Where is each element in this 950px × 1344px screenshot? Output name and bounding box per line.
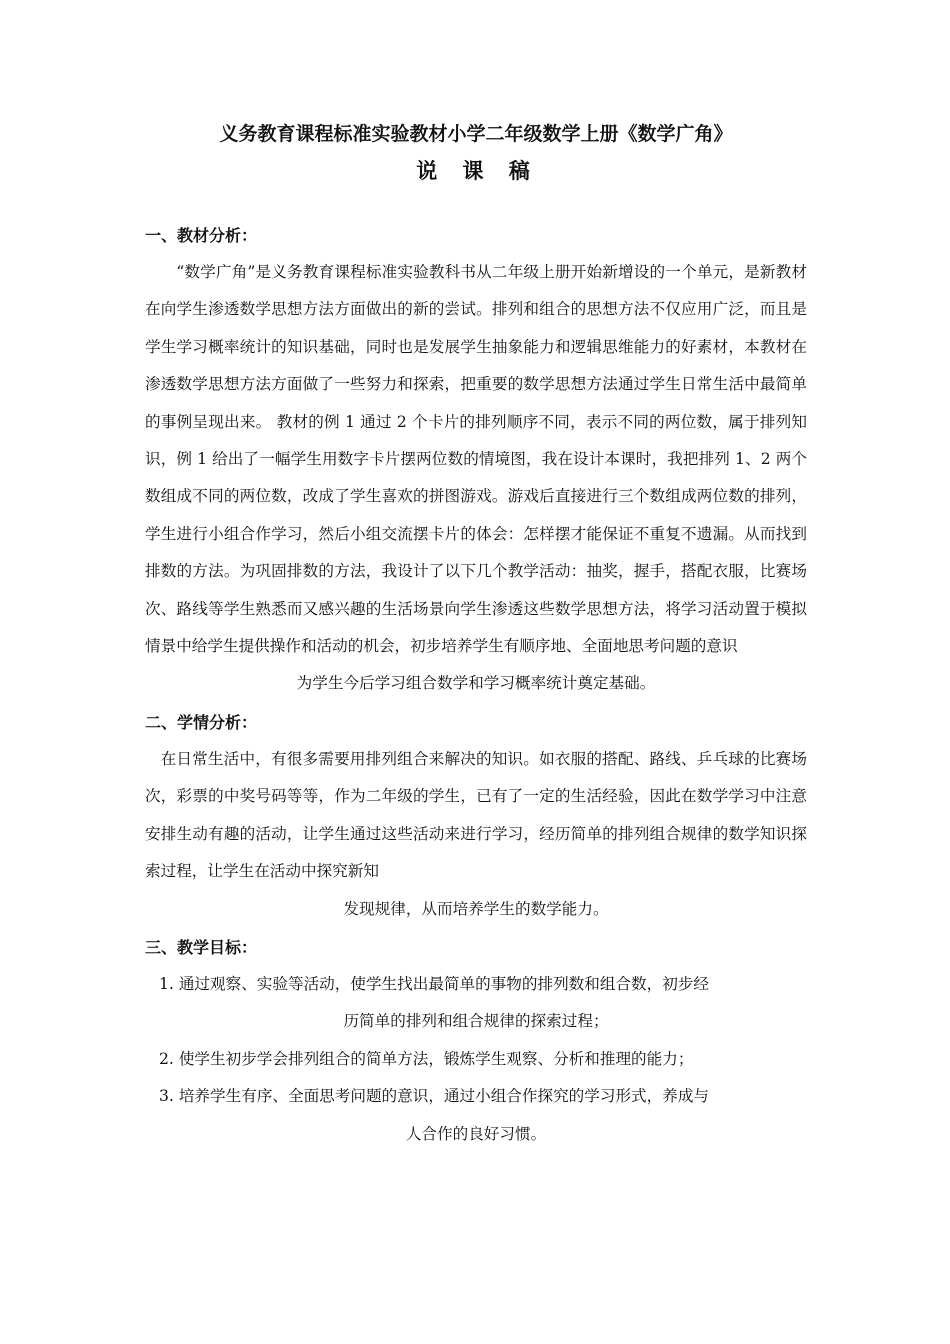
goal-item: 2. 使学生初步学会排列组合的简单方法，锻炼学生观察、分析和推理的能力； (159, 1049, 694, 1068)
section-heading: 三、教学目标： (145, 937, 258, 957)
section-paragraph: 在日常生活中，有很多需要用排列组合来解决的知识。如衣服的搭配、路线、乒乓球的比赛场次，彩票的中奖号码等等，作为二年级的学生，已有了一定的生活经验，因此在数学学习中注意安排生动有趣的活动，让学生通过这些活动来进行学习，经历简单的排列组合规律的数学知识探索过程，让学生在活动中探究新知 (145, 749, 807, 881)
section-student-analysis (145, 711, 807, 928)
document-title: 义务教育课程标准实验教材小学二年级数学上册《数学广角》 (219, 123, 733, 145)
section-paragraph-end: 为学生今后学习组合数学和学习概率统计奠定基础。 (296, 674, 656, 693)
goal-item-continuation: 历简单的排列和组合规律的探索过程； (343, 1012, 609, 1031)
goal-item: 3. 培养学生有序、全面思考问题的意识，通过小组合作探究的学习形式，养成与 (159, 1087, 710, 1106)
section-heading: 一、教材分析： (145, 226, 258, 245)
goal-item: 1. 通过观察、实验等活动，使学生找出最简单的事物的排列数和组合数，初步经 (159, 974, 710, 993)
section-heading: 二、学情分析： (145, 712, 258, 732)
section-textbook-analysis (145, 224, 807, 703)
section-teaching-goals (145, 936, 807, 1153)
document-page (145, 118, 807, 1153)
section-paragraph-end: 发现规律，从而培养学生的数学能力。 (343, 899, 609, 918)
goal-item-continuation: 人合作的良好习惯。 (405, 1124, 547, 1143)
document-subtitle: 说 课 稿 (416, 158, 536, 183)
section-paragraph: “数学广角”是义务教育课程标准实验教科书从二年级上册开始新增设的一个单元，是新教材在向学生渗透数学思想方法方面做出的新的尝试。排列和组合的思想方法不仅应用广泛，而且是学生学习概率统计的知识基础，同时也是发展学生抽象能力和逻辑思维能力的好素材，本教材在渗透数学思想方法方面做了一些努力和探索，把重要的数学思想方法通过学生日常生活中最简单的事例呈现出来。 教材的例 1 通过 2 个卡片的排列顺序不同，表示不同的两位数，属于排列知识，例 1 给出了一幅学生用数字卡片摆两位数的情境图，我在设计本课时，我把排列 1、2 两个数组成不同的两位数，改成了学生喜欢的拼图游戏。游戏后直接进行三个数组成两位数的排列，学生进行小组合作学习，然后小组交流摆卡片的体会：怎样摆才能保证不重复不遗漏。从而找到排数的方法。为巩固排数的方法，我设计了以下几个教学活动：抽奖，握手，搭配衣服，比赛场次、路线等学生熟悉而又感兴趣的生活场景向学生渗透这些数学思想方法，将学习活动置于模拟情景中给学生提供操作和活动的机会，初步培养学生有顺序地、全面地思考问题的意识 (145, 263, 807, 656)
